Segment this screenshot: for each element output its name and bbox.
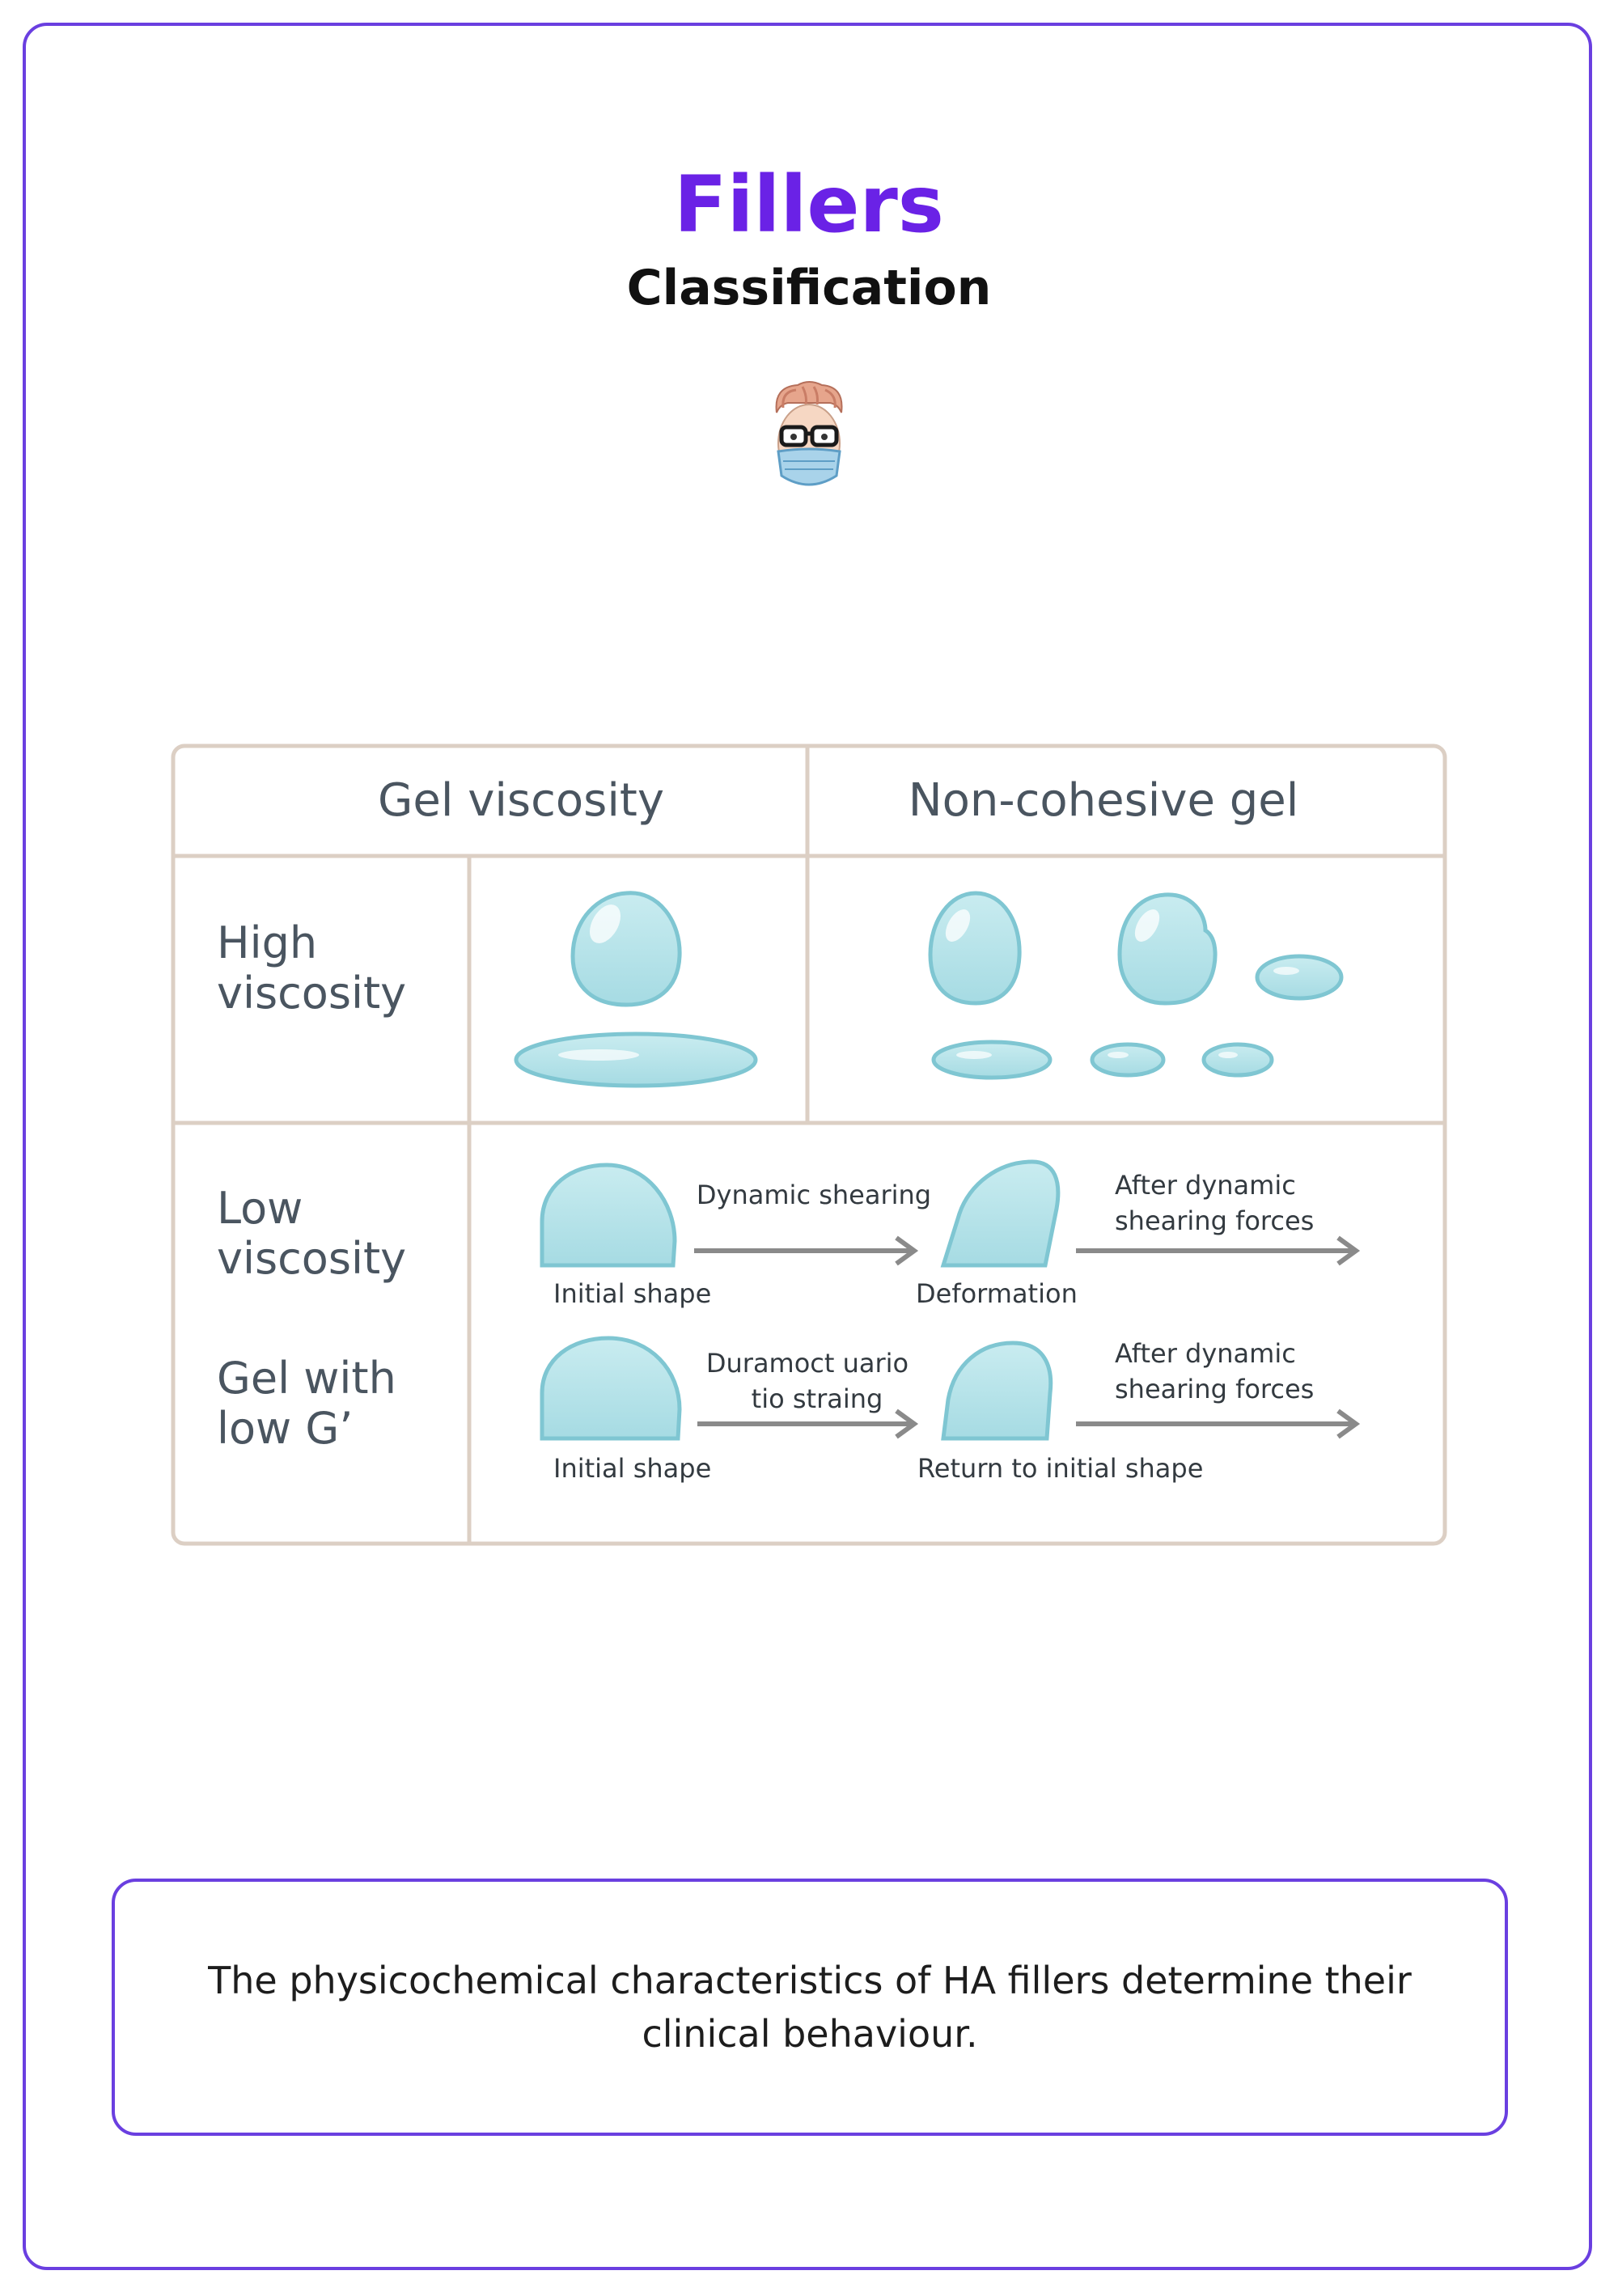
col-header-gel-viscosity: Gel viscosity [378,774,664,827]
lowg-arrow-2-label-line2: shearing forces [1115,1374,1315,1404]
row-label-lowg-line2: low G’ [217,1403,354,1454]
low-arrow-2-label-line1: After dynamic [1115,1170,1296,1201]
lowg-arrow-1-label-line1: Duramoct uario [705,1348,909,1379]
row-label-lowg-line1: Gel with [217,1353,396,1404]
lowg-arrow-2 [1076,1411,1356,1437]
row-label-high-line2: viscosity [217,968,407,1019]
row-label-high-line1: High [217,917,318,968]
low-arrow-2-label-line2: shearing forces [1115,1205,1315,1236]
lowg-arrow-1-label-line2: tio straing [751,1383,883,1414]
lowg-initial-shape [542,1338,680,1438]
lowg-arrow-2-label-line1: After dynamic [1115,1338,1296,1369]
low-initial-label: Initial shape [553,1278,712,1309]
row-label-low-line2: viscosity [217,1233,407,1284]
page-title: Fillers [674,159,944,250]
summary-box [112,1879,1508,2136]
low-arrow-1-label: Dynamic shearing [696,1180,932,1210]
high-viscosity-drop [573,893,680,1005]
non-cohesive-drops [930,893,1341,1078]
lowg-return-shape [943,1343,1051,1438]
lowg-return-label: Return to initial shape [917,1453,1204,1484]
col-header-non-cohesive-gel: Non-cohesive gel [908,774,1299,827]
low-arrow-1 [694,1238,914,1264]
page-subtitle: Classification [626,260,992,316]
low-deformation-label: Deformation [916,1278,1078,1309]
row-label-low-line1: Low [217,1183,303,1234]
lowg-initial-label: Initial shape [553,1453,712,1484]
low-viscosity-deformed-shape [943,1162,1058,1265]
lowg-arrow-1 [697,1411,914,1437]
low-arrow-2 [1076,1238,1356,1264]
summary-text: The physicochemical characteristics of HA fillers determine their clinical behaviour. [208,1959,1412,2056]
high-viscosity-spread [516,1034,756,1086]
low-viscosity-initial-shape [542,1165,675,1265]
